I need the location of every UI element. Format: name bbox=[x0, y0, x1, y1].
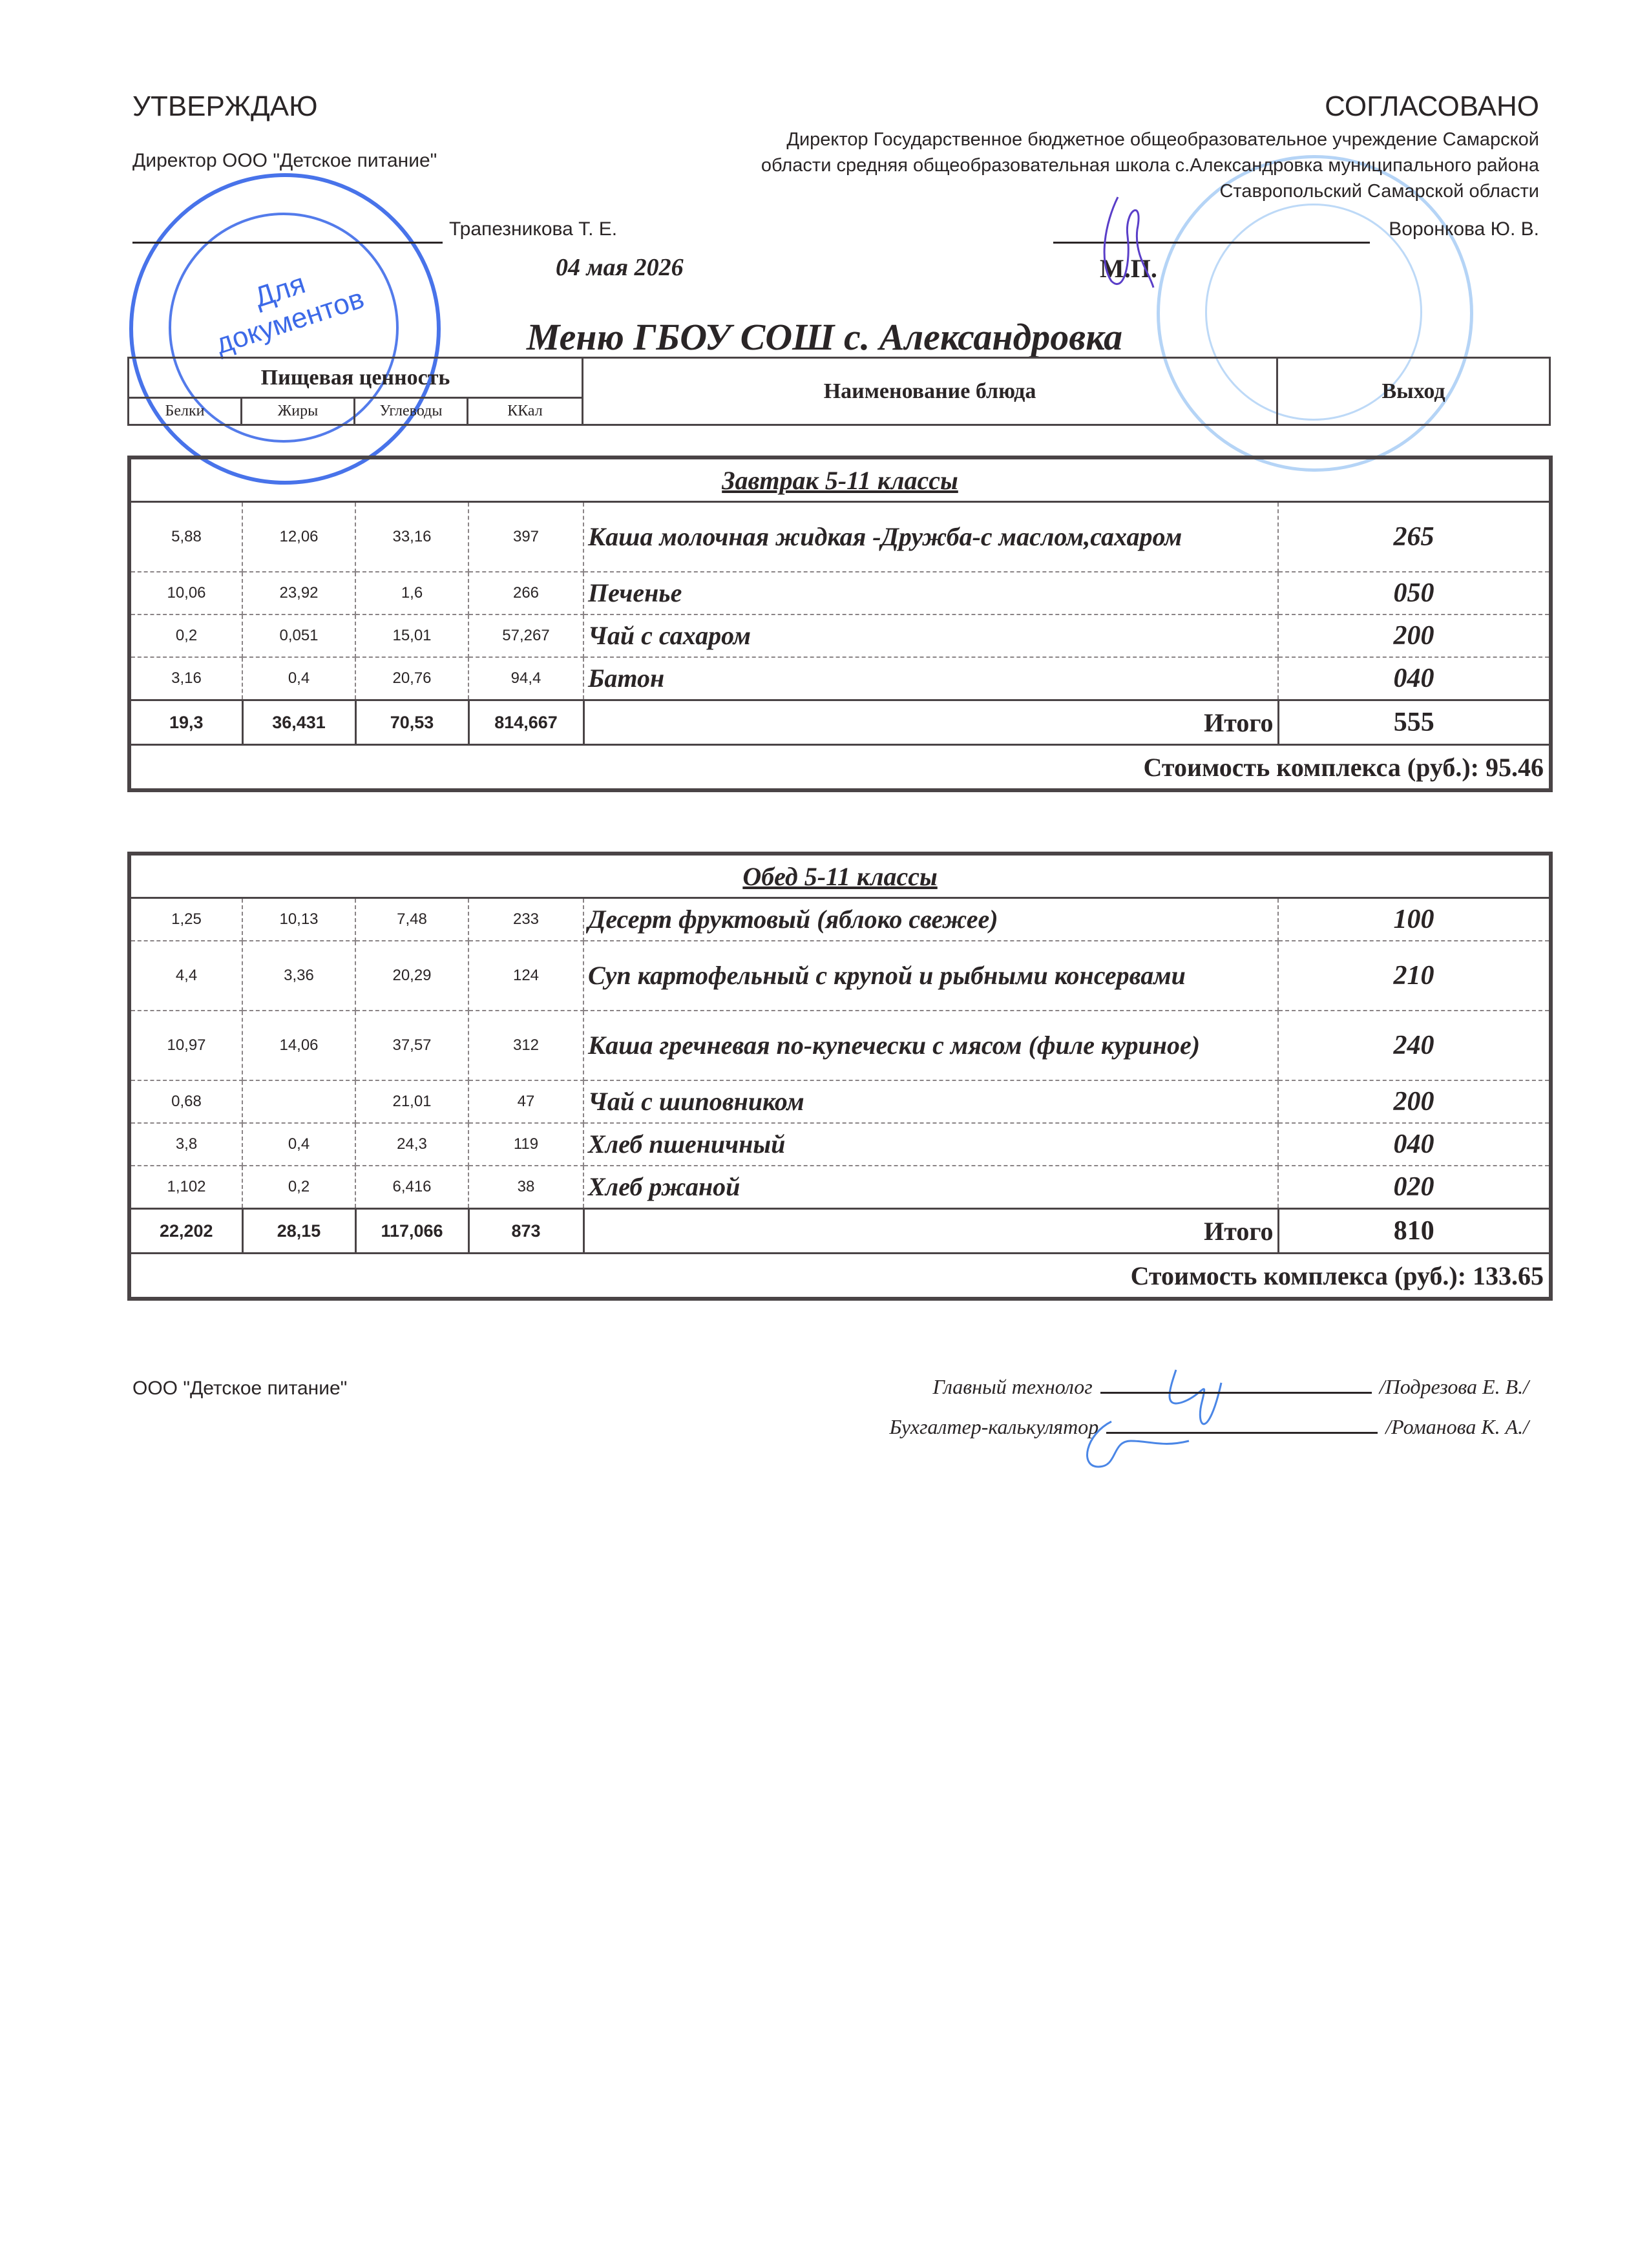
signature-line bbox=[1106, 1432, 1378, 1434]
total-carbs: 117,066 bbox=[355, 1209, 468, 1254]
dish-cell: Хлеб ржаной bbox=[583, 1166, 1278, 1209]
dish-cell: Десерт фруктовый (яблоко свежее) bbox=[583, 898, 1278, 941]
dish-cell: Батон bbox=[583, 657, 1278, 700]
document-date: 04 мая 2026 bbox=[556, 254, 684, 281]
column-header-table bbox=[127, 357, 1551, 426]
table-row bbox=[129, 572, 1551, 614]
kcal-cell: 38 bbox=[468, 1166, 583, 1209]
kcal-cell: 312 bbox=[468, 1011, 583, 1080]
total-protein: 22,202 bbox=[129, 1209, 242, 1254]
kcal-cell: 397 bbox=[468, 502, 583, 572]
fat-cell: 12,06 bbox=[242, 502, 355, 572]
protein-cell: 1,102 bbox=[129, 1166, 242, 1209]
protein-cell: 0,68 bbox=[129, 1080, 242, 1123]
kcal-cell: 124 bbox=[468, 941, 583, 1011]
fat-cell: 14,06 bbox=[242, 1011, 355, 1080]
carbs-cell: 6,416 bbox=[355, 1166, 468, 1209]
yield-cell: 020 bbox=[1278, 1166, 1551, 1209]
fat-cell: 3,36 bbox=[242, 941, 355, 1011]
total-kcal: 814,667 bbox=[468, 700, 583, 745]
kcal-cell: 266 bbox=[468, 572, 583, 614]
breakfast-table bbox=[127, 456, 1553, 792]
total-kcal: 873 bbox=[468, 1209, 583, 1254]
section-title: Завтрак 5-11 классы bbox=[129, 457, 1551, 502]
kcal-cell: 119 bbox=[468, 1123, 583, 1166]
protein-cell: 5,88 bbox=[129, 502, 242, 572]
accountant-role: Бухгалтер-калькулятор bbox=[889, 1415, 1099, 1438]
technologist-name: /Подрезова Е. В./ bbox=[1379, 1375, 1529, 1398]
total-fat: 28,15 bbox=[242, 1209, 355, 1254]
carbs-cell: 20,76 bbox=[355, 657, 468, 700]
kcal-cell: 94,4 bbox=[468, 657, 583, 700]
fat-cell: 23,92 bbox=[242, 572, 355, 614]
dish-header: Наименование блюда bbox=[583, 358, 1277, 425]
agree-signature-line bbox=[1053, 242, 1370, 244]
agree-title: СОГЛАСОВАНО bbox=[1325, 90, 1539, 122]
yield-header: Выход bbox=[1277, 358, 1550, 425]
fat-cell bbox=[242, 1080, 355, 1123]
fat-header: Жиры bbox=[242, 398, 355, 425]
fat-cell: 0,2 bbox=[242, 1166, 355, 1209]
dish-cell: Каша молочная жидкая -Дружба-с маслом,сахаром bbox=[583, 502, 1278, 572]
stamp-place-label: М.П. bbox=[1100, 254, 1157, 283]
accountant-signature-row bbox=[889, 1415, 1529, 1439]
total-label: Итого bbox=[583, 1209, 1278, 1254]
yield-cell: 200 bbox=[1278, 1080, 1551, 1123]
table-row bbox=[129, 1080, 1551, 1123]
total-protein: 19,3 bbox=[129, 700, 242, 745]
yield-cell: 210 bbox=[1278, 941, 1551, 1011]
stamp-text: Для документов bbox=[211, 268, 368, 361]
protein-cell: 3,8 bbox=[129, 1123, 242, 1166]
carbs-cell: 24,3 bbox=[355, 1123, 468, 1166]
approve-name: Трапезникова Т. Е. bbox=[449, 218, 618, 240]
kcal-cell: 57,267 bbox=[468, 614, 583, 657]
yield-cell: 100 bbox=[1278, 898, 1551, 941]
table-row bbox=[129, 1166, 1551, 1209]
carbs-cell: 21,01 bbox=[355, 1080, 468, 1123]
table-row bbox=[129, 1011, 1551, 1080]
nutrition-header: Пищевая ценность bbox=[129, 358, 583, 398]
dish-cell: Хлеб пшеничный bbox=[583, 1123, 1278, 1166]
kcal-header: ККал bbox=[468, 398, 583, 425]
fat-cell: 0,4 bbox=[242, 1123, 355, 1166]
fat-cell: 0,4 bbox=[242, 657, 355, 700]
yield-cell: 040 bbox=[1278, 1123, 1551, 1166]
protein-cell: 3,16 bbox=[129, 657, 242, 700]
footer-organization: ООО "Детское питание" bbox=[132, 1378, 348, 1399]
carbs-cell: 37,57 bbox=[355, 1011, 468, 1080]
yield-cell: 265 bbox=[1278, 502, 1551, 572]
yield-cell: 050 bbox=[1278, 572, 1551, 614]
signature-line bbox=[1100, 1392, 1372, 1394]
protein-cell: 10,06 bbox=[129, 572, 242, 614]
protein-cell: 1,25 bbox=[129, 898, 242, 941]
table-row bbox=[129, 502, 1551, 572]
dish-cell: Каша гречневая по-купечески с мясом (филе куриное) bbox=[583, 1011, 1278, 1080]
protein-cell: 0,2 bbox=[129, 614, 242, 657]
agree-name: Воронкова Ю. В. bbox=[1389, 218, 1539, 240]
protein-cell: 10,97 bbox=[129, 1011, 242, 1080]
approve-role: Директор ООО "Детское питание" bbox=[132, 150, 437, 171]
menu-title: Меню ГБОУ СОШ с. Александровка bbox=[526, 316, 1123, 358]
dish-cell: Печенье bbox=[583, 572, 1278, 614]
kcal-cell: 233 bbox=[468, 898, 583, 941]
fat-cell: 10,13 bbox=[242, 898, 355, 941]
dish-cell: Чай с шиповником bbox=[583, 1080, 1278, 1123]
total-fat: 36,431 bbox=[242, 700, 355, 745]
yield-cell: 200 bbox=[1278, 614, 1551, 657]
carbs-cell: 7,48 bbox=[355, 898, 468, 941]
table-row bbox=[129, 657, 1551, 700]
total-carbs: 70,53 bbox=[355, 700, 468, 745]
total-yield: 555 bbox=[1278, 700, 1551, 745]
carbs-cell: 20,29 bbox=[355, 941, 468, 1011]
lunch-table bbox=[127, 852, 1553, 1301]
approve-signature-line bbox=[132, 242, 443, 244]
table-row bbox=[129, 941, 1551, 1011]
kcal-cell: 47 bbox=[468, 1080, 583, 1123]
dish-cell: Суп картофельный с крупой и рыбными консервами bbox=[583, 941, 1278, 1011]
table-row bbox=[129, 898, 1551, 941]
total-yield: 810 bbox=[1278, 1209, 1551, 1254]
carbs-cell: 1,6 bbox=[355, 572, 468, 614]
total-row bbox=[129, 700, 1551, 745]
section-title: Обед 5-11 классы bbox=[129, 854, 1551, 898]
meal-cost: Стоимость комплекса (руб.): 95.46 bbox=[129, 745, 1551, 791]
table-row bbox=[129, 614, 1551, 657]
carbs-cell: 15,01 bbox=[355, 614, 468, 657]
technologist-role: Главный технолог bbox=[932, 1375, 1093, 1398]
technologist-signature-row bbox=[932, 1375, 1529, 1399]
protein-cell: 4,4 bbox=[129, 941, 242, 1011]
accountant-name: /Романова К. А./ bbox=[1385, 1415, 1529, 1438]
yield-cell: 040 bbox=[1278, 657, 1551, 700]
agree-role: Директор Государственное бюджетное общеобразовательное учреждение Самарской области средняя общеобразовательная школа с.Александровка муниципального района Ставропольский Самарской области bbox=[761, 129, 1539, 202]
total-row bbox=[129, 1209, 1551, 1254]
approve-title: УТВЕРЖДАЮ bbox=[132, 90, 318, 122]
carbs-header: Углеводы bbox=[355, 398, 468, 425]
meal-cost: Стоимость комплекса (руб.): 133.65 bbox=[129, 1254, 1551, 1299]
yield-cell: 240 bbox=[1278, 1011, 1551, 1080]
fat-cell: 0,051 bbox=[242, 614, 355, 657]
protein-header: Белки bbox=[129, 398, 242, 425]
table-row bbox=[129, 1123, 1551, 1166]
carbs-cell: 33,16 bbox=[355, 502, 468, 572]
dish-cell: Чай с сахаром bbox=[583, 614, 1278, 657]
total-label: Итого bbox=[583, 700, 1278, 745]
